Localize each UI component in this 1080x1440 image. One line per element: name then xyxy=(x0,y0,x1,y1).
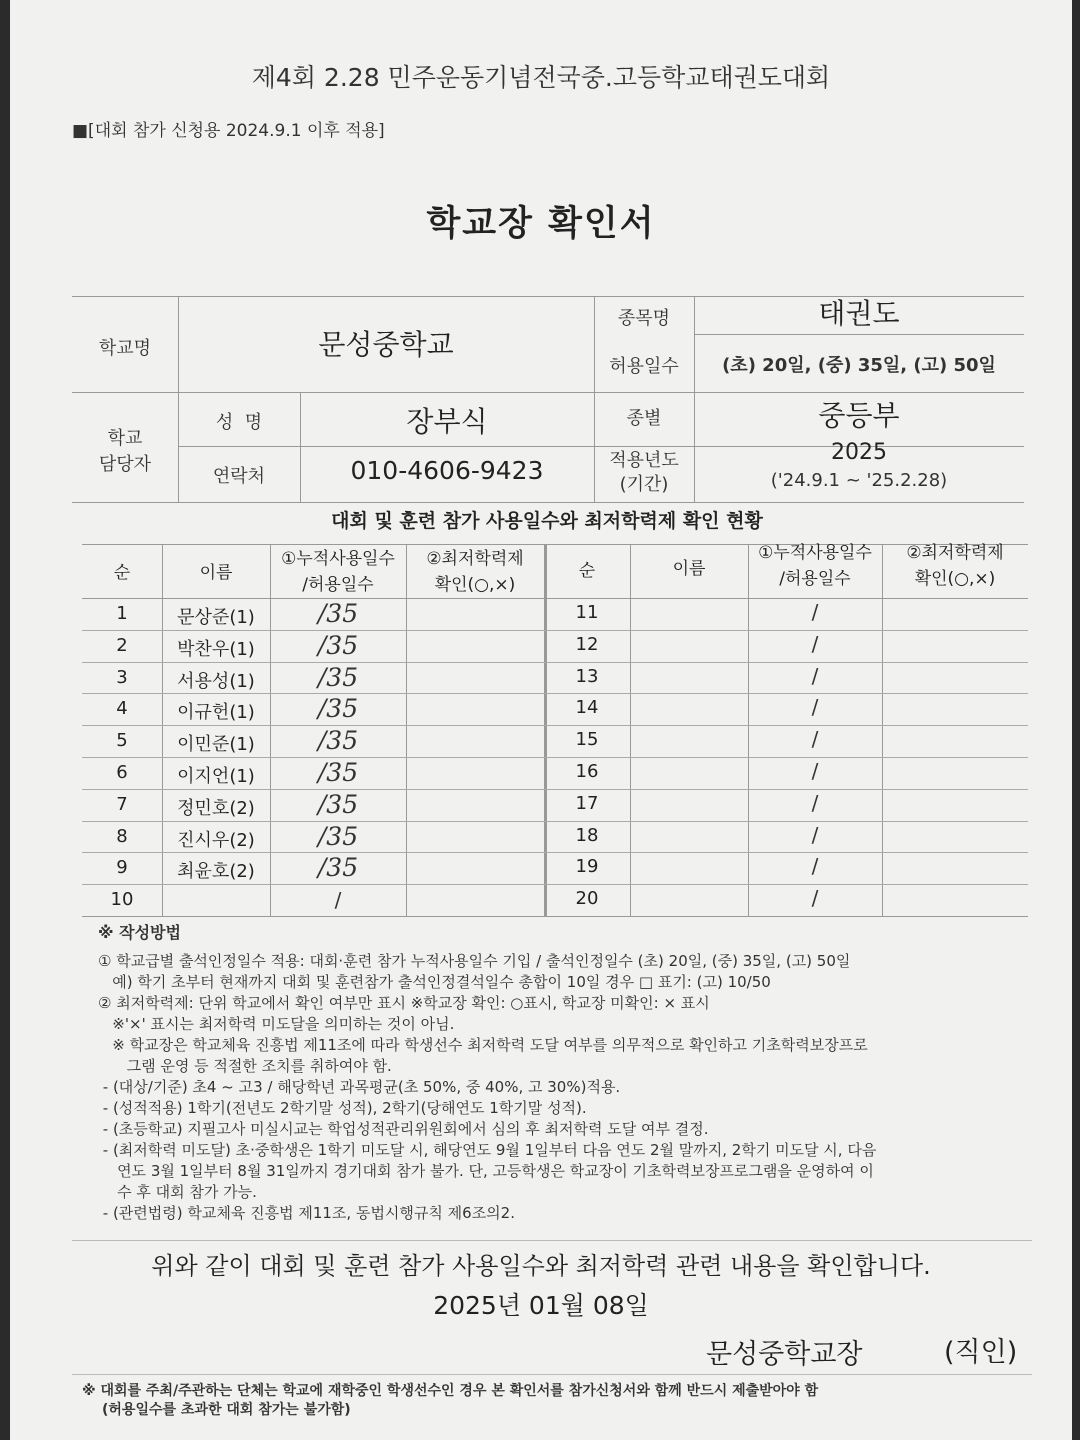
row-number: 5 xyxy=(116,730,128,752)
used-days: / xyxy=(811,759,819,783)
period-label: (기간) xyxy=(619,474,669,495)
used-days: /35 xyxy=(317,758,359,787)
instruction-line: - (성적적용) 1학기(전년도 2학기말 성적), 2학기(당해연도 1학기말 성적). xyxy=(98,1099,587,1117)
used-days: / xyxy=(811,822,819,847)
event-title: 제4회 2.28 민주운동기념전국중.고등학교태권도대회 xyxy=(251,63,831,92)
instruction-line: 연도 3월 1일부터 8월 31일까지 경기대회 참가 불가. 단, 고등학생은 학교장이 기초학력보장프로그램을 운영하여 이 xyxy=(98,1162,874,1180)
row-number: 13 xyxy=(575,665,599,687)
used-days: /35 xyxy=(317,726,359,756)
division-value: 중등부 xyxy=(818,399,900,432)
row-number: 10 xyxy=(110,889,134,911)
allowed-days-label: 허용일수 xyxy=(609,356,679,377)
application-note: ■[대회 참가 신청용 2024.9.1 이후 적용] xyxy=(72,121,385,141)
manager-name-value: 장부식 xyxy=(406,405,488,438)
row-number: 3 xyxy=(116,666,128,688)
used-days: / xyxy=(811,727,819,752)
row-number: 20 xyxy=(575,888,599,910)
instructions-heading: ※ 작성방법 xyxy=(98,923,181,942)
header-days-left: ①누적사용일수 xyxy=(281,549,395,569)
section-title: 대회 및 훈련 참가 사용일수와 최저학력제 확인 현황 xyxy=(331,510,763,532)
student-name: 진시우(2) xyxy=(177,829,255,851)
used-days: /35 xyxy=(317,662,359,692)
header-academic-right: ②최저학력제 xyxy=(906,543,1004,563)
sport-label: 종목명 xyxy=(617,308,671,329)
row-number: 4 xyxy=(116,698,128,720)
instruction-line: - (대상/기준) 초4 ~ 고3 / 해당학년 과목평균(초 50%, 중 40%, 고 30%)적용. xyxy=(98,1078,621,1096)
used-days: / xyxy=(334,888,342,913)
used-days: /35 xyxy=(317,821,359,851)
used-days: / xyxy=(811,790,819,815)
used-days: /35 xyxy=(317,599,359,628)
document-title: 학교장 확인서 xyxy=(426,204,656,244)
header-academic-left: ②최저학력제 xyxy=(426,549,524,569)
row-number: 2 xyxy=(116,634,128,656)
header-academic-sub-right: 확인(○,×) xyxy=(914,569,996,589)
school-name-label: 학교명 xyxy=(98,338,152,359)
division-label: 종별 xyxy=(626,408,662,429)
footer-line-1: ※ 대회를 주최/주관하는 단체는 학교에 재학중인 학생선수인 경우 본 확인서를 참가신청서와 함께 반드시 제출받아야 함 xyxy=(82,1383,819,1399)
row-number: 15 xyxy=(575,729,599,751)
footer-note xyxy=(82,1382,1042,1420)
instruction-line: 그램 운영 등 적절한 조치를 취하여야 함. xyxy=(98,1057,392,1075)
row-number: 6 xyxy=(116,762,128,783)
instruction-line: 수 후 대회 참가 가능. xyxy=(98,1183,257,1201)
instructions xyxy=(98,922,998,1224)
student-name: 이지언(1) xyxy=(177,766,255,787)
header-name-right: 이름 xyxy=(672,559,706,579)
used-days: / xyxy=(811,663,819,688)
row-number: 7 xyxy=(116,793,128,815)
year-value: 2025 xyxy=(831,440,887,465)
header-name-left: 이름 xyxy=(199,563,233,583)
contact-value: 010-4606-9423 xyxy=(350,456,544,485)
row-number: 16 xyxy=(575,761,599,782)
confirmation-statement: 위와 같이 대회 및 훈련 참가 사용일수와 최저학력 관련 내용을 확인합니다. xyxy=(151,1252,931,1280)
row-number: 18 xyxy=(575,824,599,846)
header-no-right: 순 xyxy=(578,561,596,581)
used-days: /35 xyxy=(317,789,359,819)
instruction-line: - (초등학교) 지필고사 미실시교는 학업성적관리위원회에서 심의 후 최저학력 도달 여부 결정. xyxy=(98,1120,709,1138)
used-days: / xyxy=(811,695,819,720)
row-number: 19 xyxy=(575,856,599,878)
header-days-sub-left: /허용일수 xyxy=(302,575,374,595)
student-name: 최윤호(2) xyxy=(177,861,255,883)
used-days: /35 xyxy=(317,630,359,660)
student-name: 박찬우(1) xyxy=(177,638,255,660)
allowed-days-value: (초) 20일, (중) 35일, (고) 50일 xyxy=(722,355,996,376)
header-no-left: 순 xyxy=(113,563,131,583)
header-days-sub-right: /허용일수 xyxy=(779,569,851,589)
document-page xyxy=(10,0,1072,1440)
row-number: 12 xyxy=(575,633,599,655)
row-number: 14 xyxy=(575,697,599,719)
instruction-line: ※'×' 표시는 최저학력 미도달을 의미하는 것이 아님. xyxy=(98,1015,455,1033)
student-name: 이규헌(1) xyxy=(177,702,255,724)
student-name: 문상준(1) xyxy=(177,607,255,628)
used-days: /35 xyxy=(317,853,359,883)
instruction-line: 예) 학기 초부터 현재까지 대회 및 훈련참가 출석인정결석일수 총합이 10일 경우 □ 표기: (고) 10/50 xyxy=(98,973,771,991)
manager-label-1: 학교 xyxy=(107,428,143,449)
row-number: 1 xyxy=(116,603,128,624)
used-days: / xyxy=(811,600,819,624)
contact-label: 연락처 xyxy=(212,466,266,487)
row-number: 17 xyxy=(575,792,599,814)
instruction-line: - (관련법령) 학교체육 진흥법 제11조, 동법시행규칙 제6조의2. xyxy=(98,1204,515,1222)
instruction-line: - (최저학력 미도달) 초·중학생은 1학기 미도달 시, 해당연도 9월 1일부터 다음 연도 2월 말까지, 2학기 미도달 시, 다음 xyxy=(98,1141,877,1159)
principal-signature: 문성중학교장 xyxy=(706,1339,863,1370)
student-name: 정민호(2) xyxy=(177,797,255,819)
manager-label-2: 담당자 xyxy=(98,454,152,475)
confirmation-date: 2025년 01월 08일 xyxy=(433,1291,649,1320)
header-days-right: ①누적사용일수 xyxy=(758,543,872,563)
used-days: / xyxy=(811,886,819,911)
school-name-value: 문성중학교 xyxy=(318,328,454,361)
row-number: 11 xyxy=(575,602,599,623)
used-days: / xyxy=(811,631,819,656)
footer-line-2: (허용일수를 초과한 대회 참가는 불가함) xyxy=(102,1402,351,1418)
instruction-line: ② 최저학력제: 단위 학교에서 확인 여부만 표시 ※학교장 확인: ○표시, 학교장 미확인: × 표시 xyxy=(98,994,710,1012)
name-label: 성 명 xyxy=(215,412,263,433)
sport-value: 태권도 xyxy=(818,297,900,330)
student-name: 서용성(1) xyxy=(177,670,255,692)
header-academic-sub-left: 확인(○,×) xyxy=(434,575,516,595)
used-days: / xyxy=(811,854,819,879)
student-name: 이민준(1) xyxy=(177,734,255,756)
official-seal: (직인) xyxy=(944,1337,1018,1368)
period-value: ('24.9.1 ~ '25.2.28) xyxy=(770,470,948,491)
instruction-line: ① 학교급별 출석인정일수 적용: 대회·훈련 참가 누적사용일수 기입 / 출석인정일수 (초) 20일, (중) 35일, (고) 50일 xyxy=(98,952,851,970)
row-number: 8 xyxy=(116,825,128,847)
row-number: 9 xyxy=(116,857,128,879)
used-days: /35 xyxy=(317,694,359,724)
instruction-line: ※ 학교장은 학교체육 진흥법 제11조에 따라 학생선수 최저학력 도달 여부를 의무적으로 확인하고 기초학력보장프로 xyxy=(98,1036,868,1054)
year-label: 적용년도 xyxy=(609,450,679,471)
